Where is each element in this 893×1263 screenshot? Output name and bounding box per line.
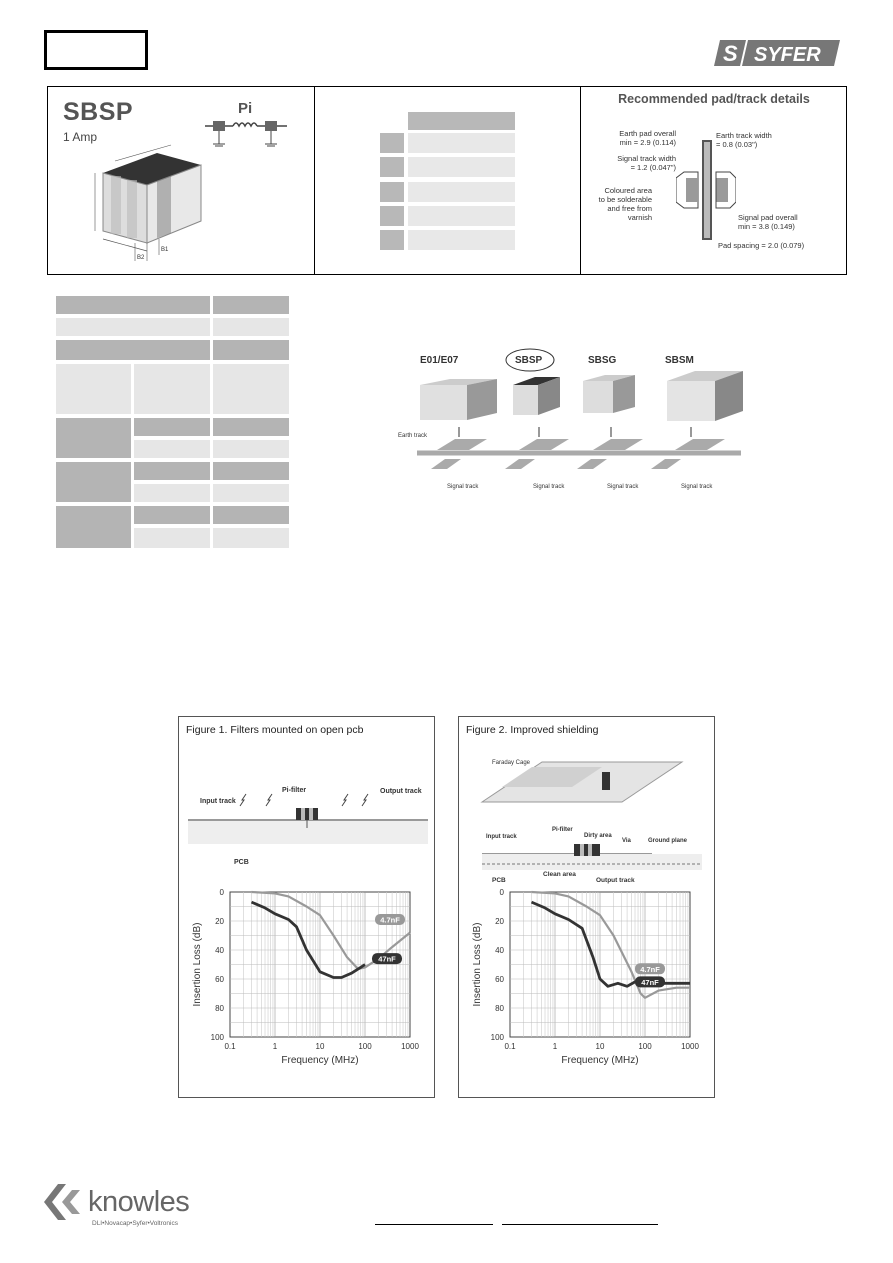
table-cell [408, 230, 515, 250]
svg-text:Signal track: Signal track [447, 484, 479, 490]
table-cell [408, 157, 515, 177]
y-tick-label: 60 [215, 975, 224, 984]
series-tag-label: 4.7nF [380, 915, 400, 925]
y-tick-label: 40 [215, 946, 224, 955]
y-tick-label: 80 [215, 1004, 224, 1013]
svg-text:Via: Via [622, 838, 631, 844]
svg-text:Earth track: Earth track [398, 433, 428, 439]
pi-circuit-icon [203, 117, 289, 151]
earth-pad-note: Earth pad overall min = 2.9 (0.114) [619, 129, 676, 147]
spec-cell [56, 318, 210, 336]
y-tick-label: 80 [495, 1004, 504, 1013]
table-row-label [380, 230, 404, 250]
x-tick-label: 1000 [681, 1042, 699, 1051]
svg-text:SBSP: SBSP [515, 355, 543, 366]
signal-track-note: Signal track width = 1.2 (0.047") [617, 154, 676, 172]
x-tick-label: 100 [638, 1042, 652, 1051]
circuit-label: Pi [238, 100, 253, 117]
svg-text:Signal track: Signal track [533, 484, 565, 490]
y-axis-label: Insertion Loss (dB) [472, 922, 483, 1007]
table-cell [408, 182, 515, 202]
product-rating: 1 Amp [63, 130, 98, 144]
svg-text:Input track: Input track [200, 798, 236, 805]
spec-cell [213, 340, 289, 360]
table-header-cell [408, 112, 515, 130]
signal-pad-note: Signal pad overall min = 3.8 (0.149) [738, 213, 798, 231]
sbsp-component-drawing [75, 143, 210, 265]
spec-cell [213, 296, 289, 314]
series-tag-label: 47nF [641, 977, 659, 987]
spec-cell [56, 462, 131, 502]
pad-layout-drawing [676, 140, 736, 240]
y-tick-label: 20 [215, 917, 224, 926]
y-tick-label: 20 [495, 917, 504, 926]
figure-2-output-track-label: Output track [596, 877, 635, 884]
figure-2-title: Figure 2. Improved shielding [466, 724, 599, 736]
earth-track-note: Earth track width = 0.8 (0.03") [716, 131, 772, 149]
header-box [44, 30, 148, 70]
coloured-area-note: Coloured area to be solderable and free from varnish [598, 186, 652, 222]
spec-cell [56, 340, 210, 360]
svg-text:Signal track: Signal track [607, 484, 639, 490]
x-axis-label: Frequency (MHz) [561, 1055, 639, 1066]
spec-cell [213, 462, 289, 480]
table-row-label [380, 157, 404, 177]
figure-2-shield-diagram [462, 742, 712, 872]
figure-1-pcb-diagram [186, 776, 430, 868]
pad-spacing-note: Pad spacing = 2.0 (0.079) [718, 241, 805, 250]
spec-cell [134, 418, 210, 436]
y-axis-label: Insertion Loss (dB) [192, 922, 203, 1007]
table-row-label [380, 206, 404, 226]
spec-cell [56, 296, 210, 314]
x-tick-label: 100 [358, 1042, 372, 1051]
svg-text:E01/E07: E01/E07 [420, 355, 459, 366]
svg-text:SBSG: SBSG [588, 355, 617, 366]
footer-rule [502, 1224, 658, 1225]
spec-cell [213, 528, 289, 548]
panel-divider [580, 86, 581, 275]
x-axis-label: Frequency (MHz) [281, 1055, 359, 1066]
x-tick-label: 1 [272, 1042, 278, 1051]
spec-cell [56, 364, 131, 414]
figure-2-clean-area-label: Clean area [543, 871, 576, 878]
svg-text:B2: B2 [137, 255, 145, 261]
x-tick-label: 1000 [401, 1042, 419, 1051]
knowles-tagline: DLI•Novacap•Syfer•Voltronics [92, 1220, 178, 1227]
figure-2-chart [460, 880, 712, 1090]
syfer-logo [712, 38, 842, 68]
product-name: SBSP [63, 98, 134, 126]
footer-rule [375, 1224, 493, 1225]
panel-divider [314, 86, 315, 275]
pad-details-title: Recommended pad/track details [618, 92, 810, 106]
series-tag-label: 47nF [378, 954, 396, 964]
table-row-label [380, 133, 404, 153]
spec-cell [213, 318, 289, 336]
y-tick-label: 60 [495, 975, 504, 984]
svg-text:SYFER: SYFER [754, 44, 821, 66]
svg-text:SBSM: SBSM [665, 355, 694, 366]
spec-cell [134, 484, 210, 502]
svg-text:Dirty area: Dirty area [584, 833, 612, 839]
table-cell [408, 206, 515, 226]
y-tick-label: 40 [495, 946, 504, 955]
svg-text:Output track: Output track [380, 788, 422, 795]
spec-cell [213, 506, 289, 524]
svg-text:B1: B1 [161, 247, 169, 253]
table-row-label [380, 182, 404, 202]
spec-cell [213, 418, 289, 436]
x-tick-label: 10 [595, 1042, 605, 1051]
knowles-brand: knowles [88, 1186, 190, 1218]
svg-text:Ground plane: Ground plane [648, 838, 687, 844]
svg-text:Pi-filter: Pi-filter [552, 827, 573, 833]
spec-cell [213, 484, 289, 502]
x-tick-label: 0.1 [224, 1042, 236, 1051]
y-tick-label: 0 [499, 888, 504, 897]
figure-2-pcb-label: PCB [492, 877, 506, 884]
series-tag-label: 4.7nF [640, 964, 660, 974]
filter-comparison-drawing [395, 345, 755, 495]
svg-text:PCB: PCB [234, 859, 249, 866]
spec-cell [134, 506, 210, 524]
spec-cell [56, 418, 131, 458]
x-tick-label: 1 [552, 1042, 558, 1051]
y-tick-label: 100 [210, 1033, 224, 1042]
y-tick-label: 100 [490, 1033, 504, 1042]
spec-cell [134, 528, 210, 548]
knowles-logo-icon [40, 1182, 86, 1222]
spec-cell [213, 440, 289, 458]
svg-text:Pi-filter: Pi-filter [282, 787, 307, 794]
figure-1-chart [180, 880, 432, 1090]
svg-text:Input track: Input track [486, 834, 517, 840]
x-tick-label: 10 [315, 1042, 325, 1051]
svg-text:Signal track: Signal track [681, 484, 713, 490]
x-tick-label: 0.1 [504, 1042, 516, 1051]
spec-cell [213, 364, 289, 414]
spec-cell [56, 506, 131, 548]
y-tick-label: 0 [219, 888, 224, 897]
spec-cell [134, 440, 210, 458]
svg-text:Faraday Cage: Faraday Cage [492, 760, 531, 766]
svg-text:S: S [723, 41, 738, 66]
spec-cell [134, 364, 210, 414]
spec-cell [134, 462, 210, 480]
figure-1-title: Figure 1. Filters mounted on open pcb [186, 724, 364, 736]
table-cell [408, 133, 515, 153]
